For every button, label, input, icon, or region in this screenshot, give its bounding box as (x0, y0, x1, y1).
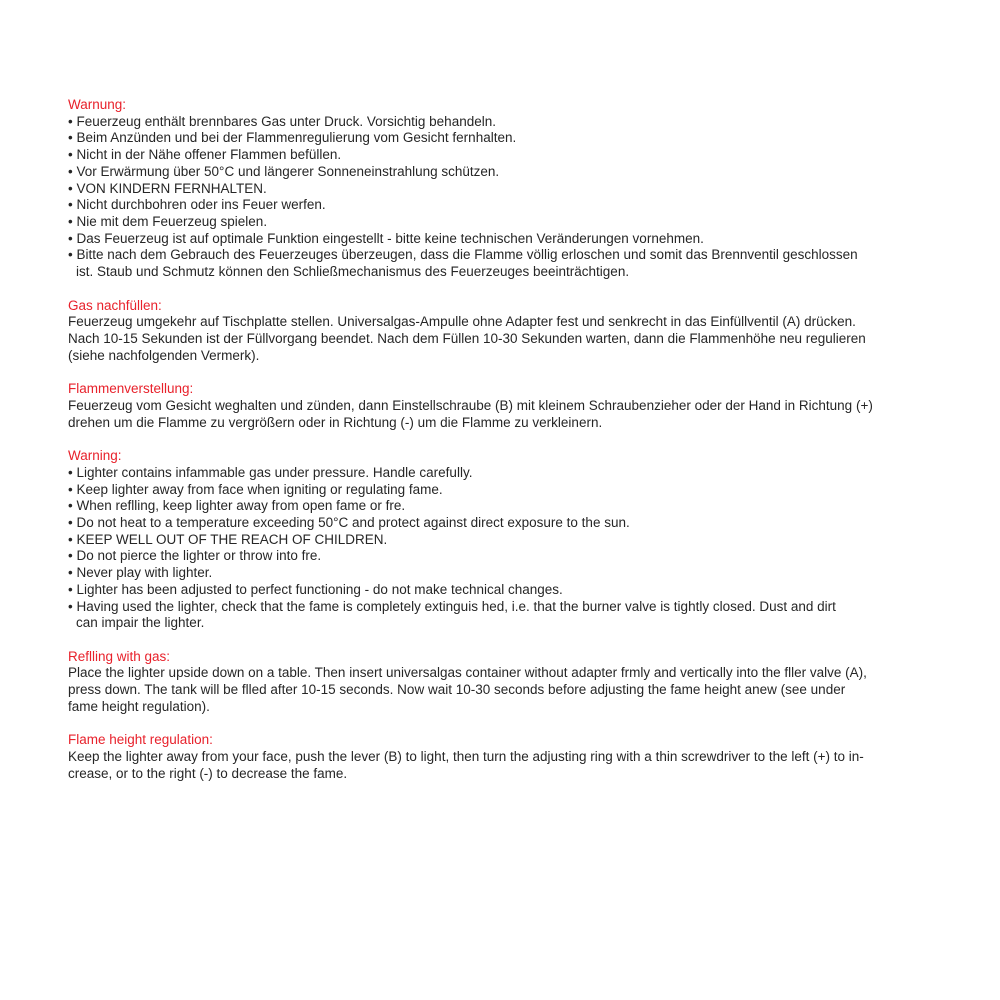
text-line: • Feuerzeug enthält brennbares Gas unter Druck. Vorsichtig behandeln. (68, 113, 496, 129)
text-line: • Do not heat to a temperature exceeding 50°C and protect against direct exposure to the sun. (68, 514, 630, 530)
text-line: drehen um die Flamme zu vergrößern oder in Richtung (-) um die Flamme zu verkleinern. (68, 414, 603, 430)
text-line: • Nicht in der Nähe offener Flammen befüllen. (68, 147, 342, 163)
text-line: • KEEP WELL OUT OF THE REACH OF CHILDREN. (68, 531, 388, 547)
instruction-section (68, 381, 968, 431)
text-line: • Nie mit dem Feuerzeug spielen. (68, 214, 268, 230)
text-line: • Do not pierce the lighter or throw into fre. (68, 548, 322, 564)
text-line: • VON KINDERN FERNHALTEN. (68, 180, 267, 196)
text-line: Nach 10-15 Sekunden ist der Füllvorgang beendet. Nach dem Füllen 10-30 Sekunden warten, dann die Flammenhöhe neu regulieren (68, 331, 866, 347)
section-heading: Reflling with gas: (68, 648, 171, 664)
text-line: fame height regulation). (68, 698, 210, 714)
text-line: Feuerzeug vom Gesicht weghalten und zünden, dann Einstellschraube (B) mit kleinem Schraubenzieher oder der Hand in Richtung (+) (68, 397, 873, 413)
text-line: press down. The tank will be flled after 10-15 seconds. Now wait 10-30 seconds before adjusting the fame height anew (see under (68, 682, 846, 698)
text-line: • Lighter contains infammable gas under pressure. Handle carefully. (68, 464, 473, 480)
text-line: • Vor Erwärmung über 50°C und längerer Sonneneinstrahlung schützen. (68, 163, 500, 179)
section-heading: Warning: (68, 448, 122, 464)
text-line: • Bitte nach dem Gebrauch des Feuerzeuges überzeugen, dass die Flamme völlig erloschen und somit das Brennventil geschlossen (68, 247, 858, 263)
instruction-section (68, 448, 968, 632)
instruction-section (68, 97, 968, 281)
text-line: (siehe nachfolgenden Vermerk). (68, 347, 260, 363)
instruction-section (68, 649, 968, 716)
section-heading: Flame height regulation: (68, 732, 213, 748)
section-heading: Flammenverstellung: (68, 381, 194, 397)
text-line: Feuerzeug umgekehr auf Tischplatte stellen. Universalgas-Ampulle ohne Adapter fest und senkrecht in das Einfüllventil (A) drücken. (68, 314, 856, 330)
text-line: ist. Staub und Schmutz können den Schließmechanismus des Feuerzeuges beeinträchtigen. (76, 264, 630, 280)
text-line: • Lighter has been adjusted to perfect functioning - do not make technical changes. (68, 581, 563, 597)
text-line: • Having used the lighter, check that the fame is completely extinguis hed, i.e. that the burner valve is tightly closed. Dust and dirt (68, 598, 836, 614)
text-line: can impair the lighter. (76, 615, 205, 631)
section-heading: Warnung: (68, 97, 127, 112)
text-line: • Nicht durchbohren oder ins Feuer werfen. (68, 197, 326, 213)
section-heading: Gas nachfüllen: (68, 297, 162, 313)
text-line: • Never play with lighter. (68, 565, 213, 581)
instruction-section (68, 298, 968, 365)
text-line: • Beim Anzünden und bei der Flammenregulierung vom Gesicht fernhalten. (68, 130, 517, 146)
document-page (68, 97, 968, 799)
text-line: crease, or to the right (-) to decrease the fame. (68, 765, 348, 781)
text-line: Keep the lighter away from your face, push the lever (B) to light, then turn the adjusting ring with a thin screwdriver to the left (+) to in- (68, 749, 864, 765)
text-line: Place the lighter upside down on a table. Then insert universalgas container without adapter frmly and vertically into the fller valve (A), (68, 665, 867, 681)
text-line: • When reflling, keep lighter away from open fame or fre. (68, 498, 406, 514)
text-line: • Keep lighter away from face when igniting or regulating fame. (68, 481, 443, 497)
text-line: • Das Feuerzeug ist auf optimale Funktion eingestellt - bitte keine technischen Veränderungen vornehmen. (68, 230, 704, 246)
instruction-section (68, 732, 968, 782)
